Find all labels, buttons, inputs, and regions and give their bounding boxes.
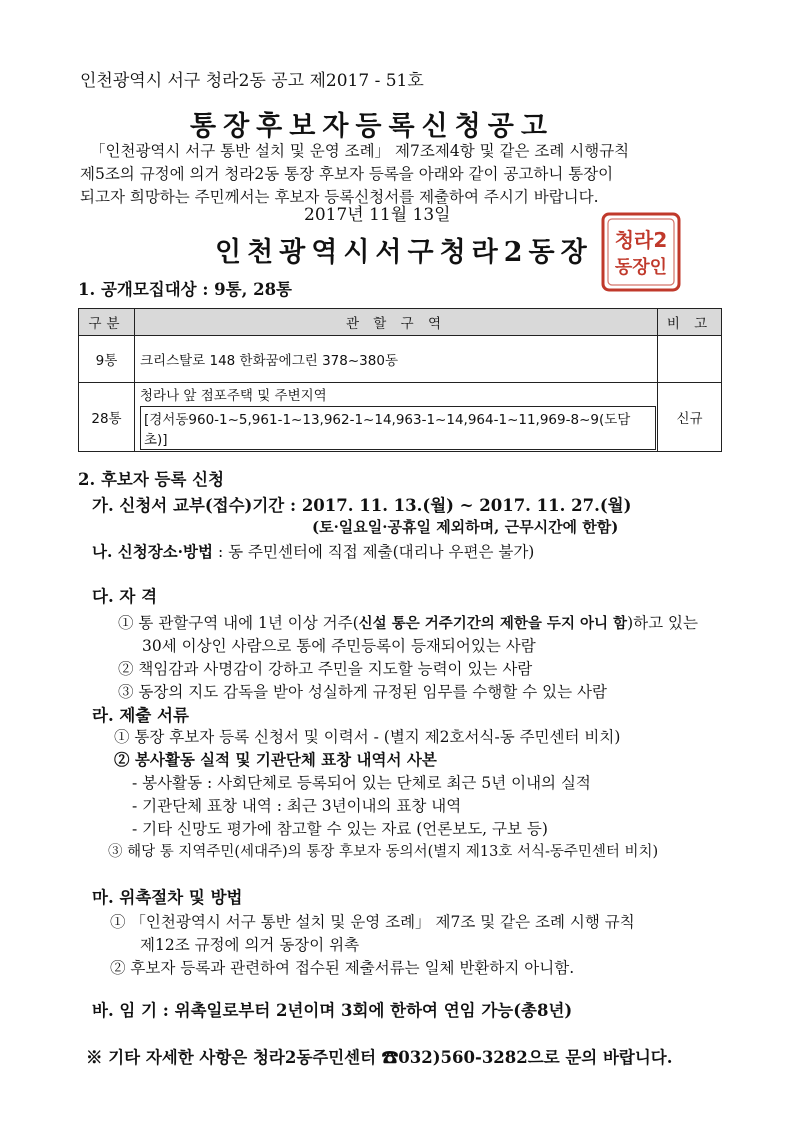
application-place-label: 나. 신청장소·방법: [92, 542, 214, 561]
row-area: [135, 383, 658, 452]
application-place: [92, 540, 534, 562]
table-row: [79, 336, 722, 383]
documents-sub-2: - 기관단체 표창 내역 : 최근 3년이내의 표창 내역: [132, 797, 462, 815]
documents-item-3: ③ 해당 통 지역주민(세대주)의 통장 후보자 동의서(별지 제13호 서식-동주민센터 비치): [108, 844, 659, 860]
district-table: [78, 308, 722, 452]
row-area-text: 청라나 앞 점포주택 및 주변지역: [140, 388, 327, 404]
qualification-item-1-pre: ① 통 관할구역 내에 1년 이상 거주(: [118, 614, 359, 632]
appointment-item-1: ① 「인천광역시 서구 통반 설치 및 운영 조례」 제7조 및 같은 조례 시행 규칙: [110, 913, 635, 931]
svg-text:청라2: 청라2: [614, 228, 668, 252]
row-area-lots: [경서동960-1~5,961-1~13,962-1~14,963-1~14,964-1~11,969-8~9(도담초)]: [140, 406, 656, 450]
intro-line-1: 「인천광역시 서구 통반 설치 및 운영 조례」 제7조제4항 및 같은 조례 시행규칙: [90, 142, 630, 160]
qualification-item-1: [118, 611, 698, 633]
section-2-heading: 2. 후보자 등록 신청: [78, 470, 225, 489]
issuer-name: 인천광역시서구청라2동장: [215, 237, 593, 268]
row-note: [658, 336, 722, 383]
header-area: 관 할 구 역: [135, 309, 658, 336]
term-of-office: 바. 임 기 : 위촉일로부터 2년이며 3회에 한하여 연임 가능(총8년): [92, 1001, 573, 1020]
svg-text:동장인: 동장인: [614, 257, 668, 278]
row-area: 크리스탈로 148 한화꿈에그린 378~380동: [135, 336, 658, 383]
documents-sub-1: - 봉사활동 : 사회단체로 등록되어 있는 단체로 최근 5년 이내의 실적: [132, 774, 591, 792]
qualification-heading: 다. 자 격: [92, 587, 158, 606]
qualification-item-1-cont: 30세 이상인 사람으로 통에 주민등록이 등재되어있는 사람: [142, 637, 536, 655]
qualification-item-2: ② 책임감과 사명감이 강하고 주민을 지도할 능력이 있는 사람: [118, 660, 533, 678]
notice-date: 2017년 11월 13일: [304, 205, 451, 225]
qualification-item-1-emphasis: 신설 통은 거주기간의 제한을 두지 아니 함: [358, 616, 628, 632]
official-seal: [600, 211, 682, 293]
documents-sub-3: - 기타 신망도 평가에 참고할 수 있는 자료 (언론보도, 구보 등): [132, 820, 548, 838]
documents-heading: 라. 제출 서류: [92, 706, 189, 725]
application-period-note: (토·일요일·공휴일 제외하며, 근무시간에 한함): [312, 518, 619, 536]
appointment-item-1-cont: 제12조 규정에 의거 동장이 위촉: [140, 936, 360, 954]
row-note: 신규: [658, 383, 722, 452]
intro-line-3: 되고자 희망하는 주민께서는 후보자 등록신청서를 제출하여 주시기 바랍니다.: [80, 188, 599, 206]
qualification-item-3: ③ 동장의 지도 감독을 받아 성실하게 규정된 임무를 수행할 수 있는 사람: [118, 683, 607, 701]
footer-contact: ※ 기타 자세한 사항은 청라2동주민센터 ☎032)560-3282으로 문의 바랍니다.: [86, 1048, 673, 1067]
qualification-item-1-post: )하고 있는: [627, 614, 698, 632]
appointment-item-2: ② 후보자 등록과 관련하여 접수된 제출서류는 일체 반환하지 아니함.: [110, 959, 575, 977]
appointment-heading: 마. 위촉절차 및 방법: [92, 888, 243, 907]
document-title: 통장후보자등록신청공고: [190, 111, 554, 142]
intro-line-2: 제5조의 규정에 의거 청라2동 통장 후보자 등록을 아래와 같이 공고하니 통장이: [80, 165, 614, 183]
header-unit: 구분: [79, 309, 135, 336]
table-row: [79, 383, 722, 452]
application-place-text: : 동 주민센터에 직접 제출(대리나 우편은 불가): [213, 543, 535, 561]
table-header-row: [79, 309, 722, 336]
row-unit: 9통: [79, 336, 135, 383]
documents-item-2: ② 봉사활동 실적 및 기관단체 표창 내역서 사본: [114, 750, 437, 769]
row-unit: 28통: [79, 383, 135, 452]
documents-item-1: ① 통장 후보자 등록 신청서 및 이력서 - (별지 제2호서식-동 주민센터 비치): [114, 728, 621, 746]
notice-number: 인천광역시 서구 청라2동 공고 제2017 - 51호: [80, 71, 424, 91]
header-note: 비 고: [658, 309, 722, 336]
application-period: 가. 신청서 교부(접수)기간 : 2017. 11. 13.(월) ~ 2017. 11. 27.(월): [92, 496, 632, 515]
section-1-heading: 1. 공개모집대상 : 9통, 28통: [78, 280, 292, 299]
